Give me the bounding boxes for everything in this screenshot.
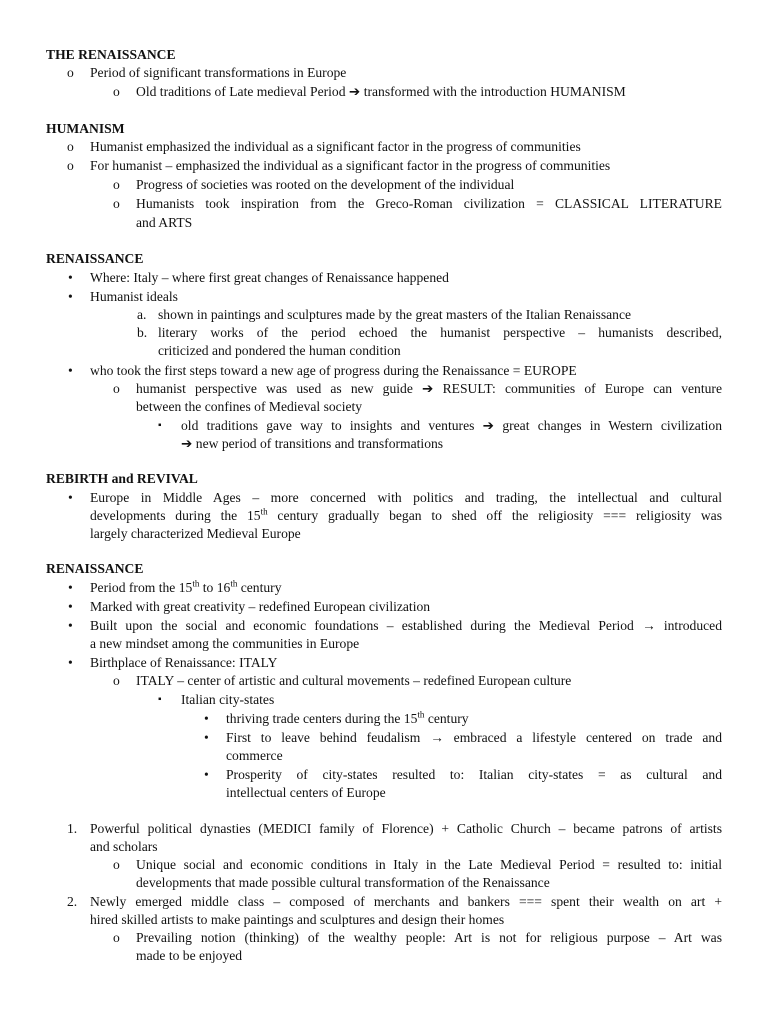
text-line: Birthplace of Renaissance: ITALY bbox=[90, 655, 278, 670]
square-bullet: ▪ bbox=[158, 694, 162, 705]
text-line: Old traditions of Late medieval Period ➔ transformed with the introduction HUMANISM bbox=[136, 84, 626, 99]
arrow-icon: → bbox=[430, 730, 444, 745]
text-line: criticized and pondered the human condition bbox=[158, 343, 401, 358]
circle-bullet: o bbox=[113, 84, 120, 99]
arrow-icon: → bbox=[642, 618, 656, 633]
text-line: humanist perspective was used as new guide ➔ RESULT: communities of Europe can venture bbox=[136, 381, 722, 396]
text-line: hired skilled artists to make paintings and sculptures and design their homes bbox=[90, 912, 505, 927]
heading-humanism: HUMANISM bbox=[46, 121, 125, 136]
text-line: Italian city-states bbox=[181, 692, 275, 707]
circle-bullet: o bbox=[113, 196, 120, 211]
text-line: literary works of the period echoed the humanist perspective – humanists described, bbox=[158, 325, 722, 340]
bullet: • bbox=[68, 655, 73, 670]
text-line: Period of significant transformations in Europe bbox=[90, 65, 347, 80]
bullet: • bbox=[68, 270, 73, 285]
text-line: Newly emerged middle class – composed of merchants and bankers === spent their wealth on art + bbox=[90, 894, 722, 909]
text-line: Period from the 15th to 16th century bbox=[90, 578, 282, 595]
bullet: • bbox=[204, 730, 209, 745]
bullet: • bbox=[204, 711, 209, 726]
circle-bullet: o bbox=[113, 673, 120, 688]
text-line: Unique social and economic conditions in Italy in the Late Medieval Period = resulted to: initial bbox=[136, 857, 722, 872]
text-line: ➔ new period of transitions and transformations bbox=[181, 436, 444, 451]
text-line: Marked with great creativity – redefined European civilization bbox=[90, 599, 431, 614]
bullet: • bbox=[68, 363, 73, 378]
text-line: old traditions gave way to insights and ventures ➔ great changes in Western civilization bbox=[181, 418, 722, 433]
text-line: Humanists took inspiration from the Greco-Roman civilization = CLASSICAL LITERATURE bbox=[136, 196, 722, 211]
bullet: • bbox=[204, 767, 209, 782]
list-marker: 1. bbox=[67, 821, 78, 836]
text-line: and ARTS bbox=[136, 215, 193, 230]
arrow-icon: ➔ bbox=[422, 381, 434, 396]
text-line: largely characterized Medieval Europe bbox=[90, 526, 301, 541]
text-line: Progress of societies was rooted on the development of the individual bbox=[136, 177, 515, 192]
circle-bullet: o bbox=[67, 65, 74, 80]
circle-bullet: o bbox=[67, 139, 74, 154]
text-line: shown in paintings and sculptures made by the great masters of the Italian Renaissance bbox=[158, 307, 632, 322]
text-line: who took the first steps toward a new age of progress during the Renaissance = EUROPE bbox=[90, 363, 577, 378]
circle-bullet: o bbox=[113, 857, 120, 872]
text-line: For humanist – emphasized the individual as a significant factor in the progress of communities bbox=[90, 158, 611, 173]
heading-renaissance: RENAISSANCE bbox=[46, 251, 144, 266]
text-line: developments during the 15th century gradually began to shed off the religiosity === religiosity was bbox=[90, 506, 722, 523]
text-line: between the confines of Medieval society bbox=[136, 399, 363, 414]
circle-bullet: o bbox=[113, 381, 120, 396]
text-line: made to be enjoyed bbox=[136, 948, 243, 963]
square-bullet: ▪ bbox=[158, 420, 162, 431]
text-line: thriving trade centers during the 15th century bbox=[226, 709, 469, 726]
list-marker: b. bbox=[137, 325, 148, 340]
text-line: a new mindset among the communities in Europe bbox=[90, 636, 360, 651]
text-line: Where: Italy – where first great changes of Renaissance happened bbox=[90, 270, 449, 285]
heading-rebirth-and-revival: REBIRTH and REVIVAL bbox=[46, 471, 198, 486]
circle-bullet: o bbox=[113, 930, 120, 945]
bullet: • bbox=[68, 289, 73, 304]
text-line: and scholars bbox=[90, 839, 158, 854]
bullet: • bbox=[68, 490, 73, 505]
circle-bullet: o bbox=[113, 177, 120, 192]
heading-renaissance-2: RENAISSANCE bbox=[46, 561, 144, 576]
text-line: Europe in Middle Ages – more concerned with politics and trading, the intellectual and cultural bbox=[90, 490, 722, 505]
text-line: intellectual centers of Europe bbox=[226, 785, 386, 800]
text-line: commerce bbox=[226, 748, 283, 763]
list-marker: a. bbox=[137, 307, 147, 322]
text-line: Humanist emphasized the individual as a significant factor in the progress of communities bbox=[90, 139, 581, 154]
arrow-icon: ➔ bbox=[181, 436, 193, 451]
text-line: Prevailing notion (thinking) of the wealthy people: Art is not for religious purpose – Art was bbox=[136, 930, 722, 945]
text-line: developments that made possible cultural transformation of the Renaissance bbox=[136, 875, 550, 890]
text-line: Humanist ideals bbox=[90, 289, 178, 304]
text-line: Prosperity of city-states resulted to: Italian city-states = as cultural and bbox=[226, 767, 722, 782]
circle-bullet: o bbox=[67, 158, 74, 173]
text-line: First to leave behind feudalism → embraced a lifestyle centered on trade and bbox=[226, 730, 722, 745]
arrow-icon: ➔ bbox=[482, 418, 495, 433]
text-line: Powerful political dynasties (MEDICI family of Florence) + Catholic Church – became patrons of artists bbox=[90, 821, 722, 836]
list-marker: 2. bbox=[67, 894, 78, 909]
text-line: Built upon the social and economic foundations – established during the Medieval Period → introduced bbox=[90, 618, 722, 633]
arrow-icon: ➔ bbox=[348, 84, 361, 99]
bullet: • bbox=[68, 618, 73, 633]
bullet: • bbox=[68, 580, 73, 595]
text-line: ITALY – center of artistic and cultural movements – redefined European culture bbox=[136, 673, 572, 688]
bullet: • bbox=[68, 599, 73, 614]
heading-the-renaissance: THE RENAISSANCE bbox=[46, 47, 176, 62]
